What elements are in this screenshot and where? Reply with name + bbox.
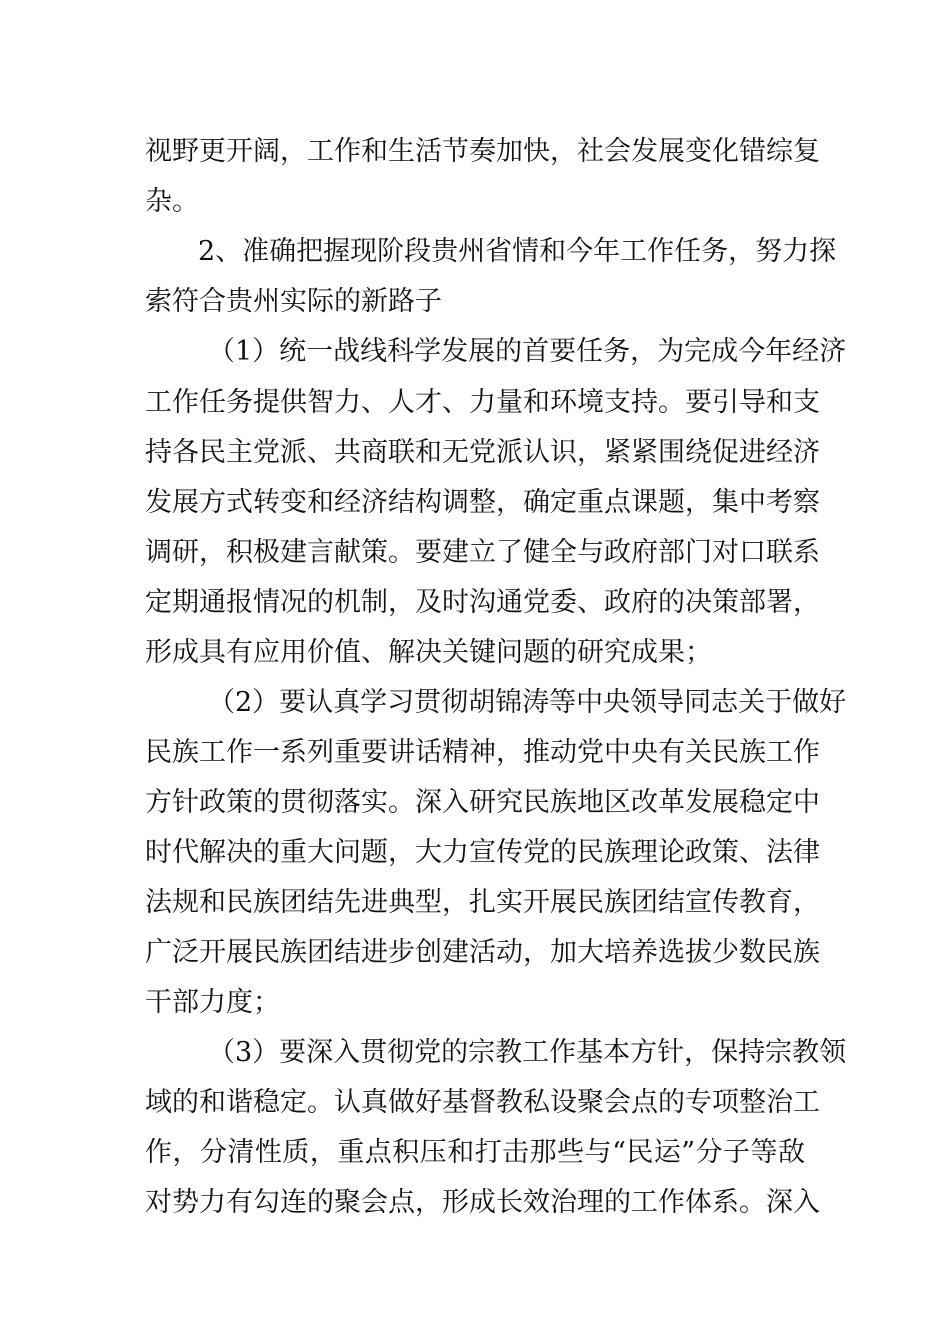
text-line: 调研，积极建言献策。要建立了健全与政府部门对口联系 xyxy=(145,537,820,568)
text-line: 干部力度； xyxy=(145,987,280,1018)
text-line: 作，分清性质，重点积压和打击那些与“民运”分子等敌 xyxy=(145,1137,805,1168)
text-line: 定期通报情况的机制，及时沟通党委、政府的决策部署， xyxy=(145,587,820,618)
text-line: （3）要深入贯彻党的宗教工作基本方针，保持宗教领 xyxy=(208,1037,847,1068)
text-line: （1）统一战线科学发展的首要任务，为完成今年经济 xyxy=(208,336,847,367)
text-line: （2）要认真学习贯彻胡锦涛等中央领导同志关于做好 xyxy=(208,687,847,718)
text-line: 持各民主党派、共商联和无党派认识，紧紧围绕促进经济 xyxy=(145,437,820,468)
text-line: 杂。 xyxy=(145,186,199,217)
text-line: 视野更开阔，工作和生活节奏加快，社会发展变化错综复 xyxy=(145,136,820,167)
section-heading: 2、准确把握现阶段贵州省情和今年工作任务，努力探 xyxy=(198,236,837,267)
text-line: 时代解决的重大问题，大力宣传党的民族理论政策、法律 xyxy=(145,837,820,868)
text-line: 对势力有勾连的聚会点，形成长效治理的工作体系。深入 xyxy=(145,1187,820,1218)
section-heading: 索符合贵州实际的新路子 xyxy=(145,286,442,317)
text-line: 方针政策的贯彻落实。深入研究民族地区改革发展稳定中 xyxy=(145,787,820,818)
text-line: 工作任务提供智力、人才、力量和环境支持。要引导和支 xyxy=(145,387,820,418)
text-line: 广泛开展民族团结进步创建活动，加大培养选拔少数民族 xyxy=(145,937,820,968)
text-line: 发展方式转变和经济结构调整，确定重点课题，集中考察 xyxy=(145,487,820,518)
text-line: 民族工作一系列重要讲话精神，推动党中央有关民族工作 xyxy=(145,737,820,768)
text-line: 法规和民族团结先进典型，扎实开展民族团结宣传教育， xyxy=(145,887,820,918)
text-line: 域的和谐稳定。认真做好基督教私设聚会点的专项整治工 xyxy=(145,1087,820,1118)
text-line: 形成具有应用价值、解决关键问题的研究成果； xyxy=(145,637,712,668)
